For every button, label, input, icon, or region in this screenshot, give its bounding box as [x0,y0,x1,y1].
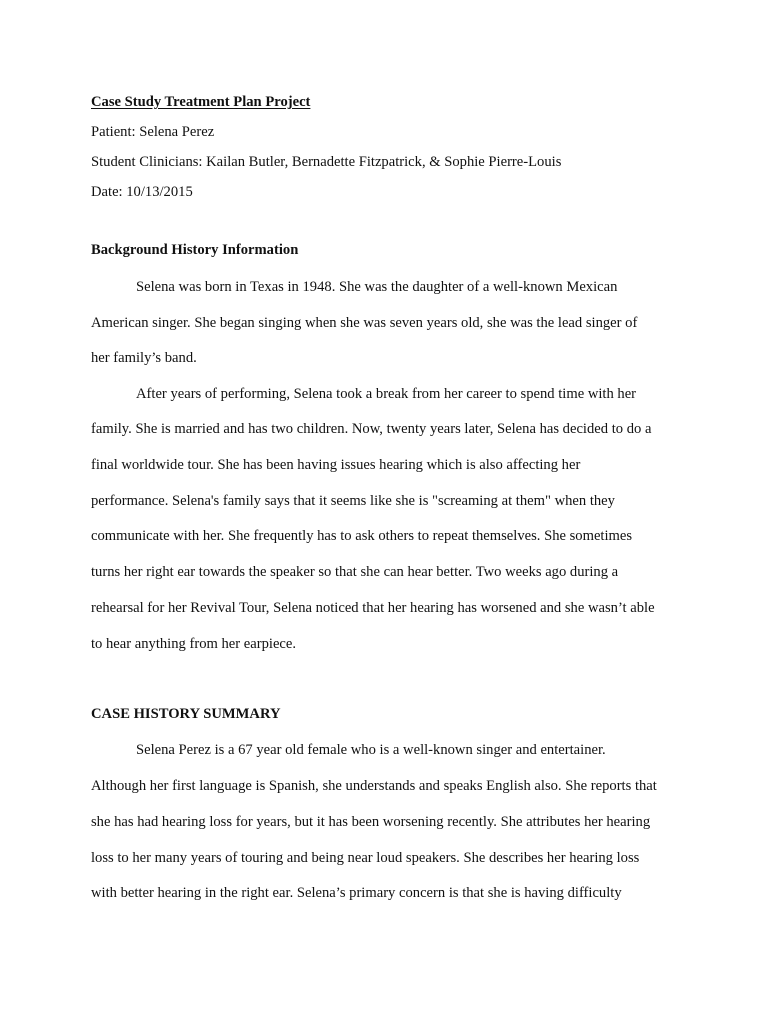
paragraph-line: American singer. She began singing when she was seven years old, she was the lead singer of [91,315,638,331]
paragraph-line: final worldwide tour. She has been having issues hearing which is also affecting her [91,457,581,473]
paragraph-line: her family’s band. [91,350,197,366]
paragraph-line: Selena Perez is a 67 year old female who is a well-known singer and entertainer. [136,742,606,758]
paragraph-line: to hear anything from her earpiece. [91,636,297,652]
paragraph-line: family. She is married and has two children. Now, twenty years later, Selena has decided to do a [91,421,652,437]
summary-heading: CASE HISTORY SUMMARY [91,706,281,722]
paragraph-line: she has had hearing loss for years, but it has been worsening recently. She attributes her hearing [91,814,651,830]
paragraph-line: Selena was born in Texas in 1948. She was the daughter of a well-known Mexican [136,279,618,295]
paragraph-line: performance. Selena's family says that it seems like she is "screaming at them" when they [91,493,615,509]
patient-line: Patient: Selena Perez [91,124,215,140]
paragraph-line: with better hearing in the right ear. Selena’s primary concern is that she is having difficulty [91,885,622,901]
paragraph-line: After years of performing, Selena took a break from her career to spend time with her [136,386,637,402]
paragraph-line: turns her right ear towards the speaker so that she can hear better. Two weeks ago during a [91,564,619,580]
paragraph-line: loss to her many years of touring and being near loud speakers. She describes her hearing loss [91,850,640,866]
background-heading: Background History Information [91,242,299,258]
paragraph-line: Although her first language is Spanish, she understands and speaks English also. She reports that [91,778,657,794]
date-line: Date: 10/13/2015 [91,184,193,200]
paragraph-line: communicate with her. She frequently has to ask others to repeat themselves. She sometimes [91,528,633,544]
document-title: Case Study Treatment Plan Project [91,94,311,110]
paragraph-line: rehearsal for her Revival Tour, Selena noticed that her hearing has worsened and she wasn’t able [91,600,655,616]
clinicians-line: Student Clinicians: Kailan Butler, Bernadette Fitzpatrick, & Sophie Pierre-Louis [91,154,562,170]
